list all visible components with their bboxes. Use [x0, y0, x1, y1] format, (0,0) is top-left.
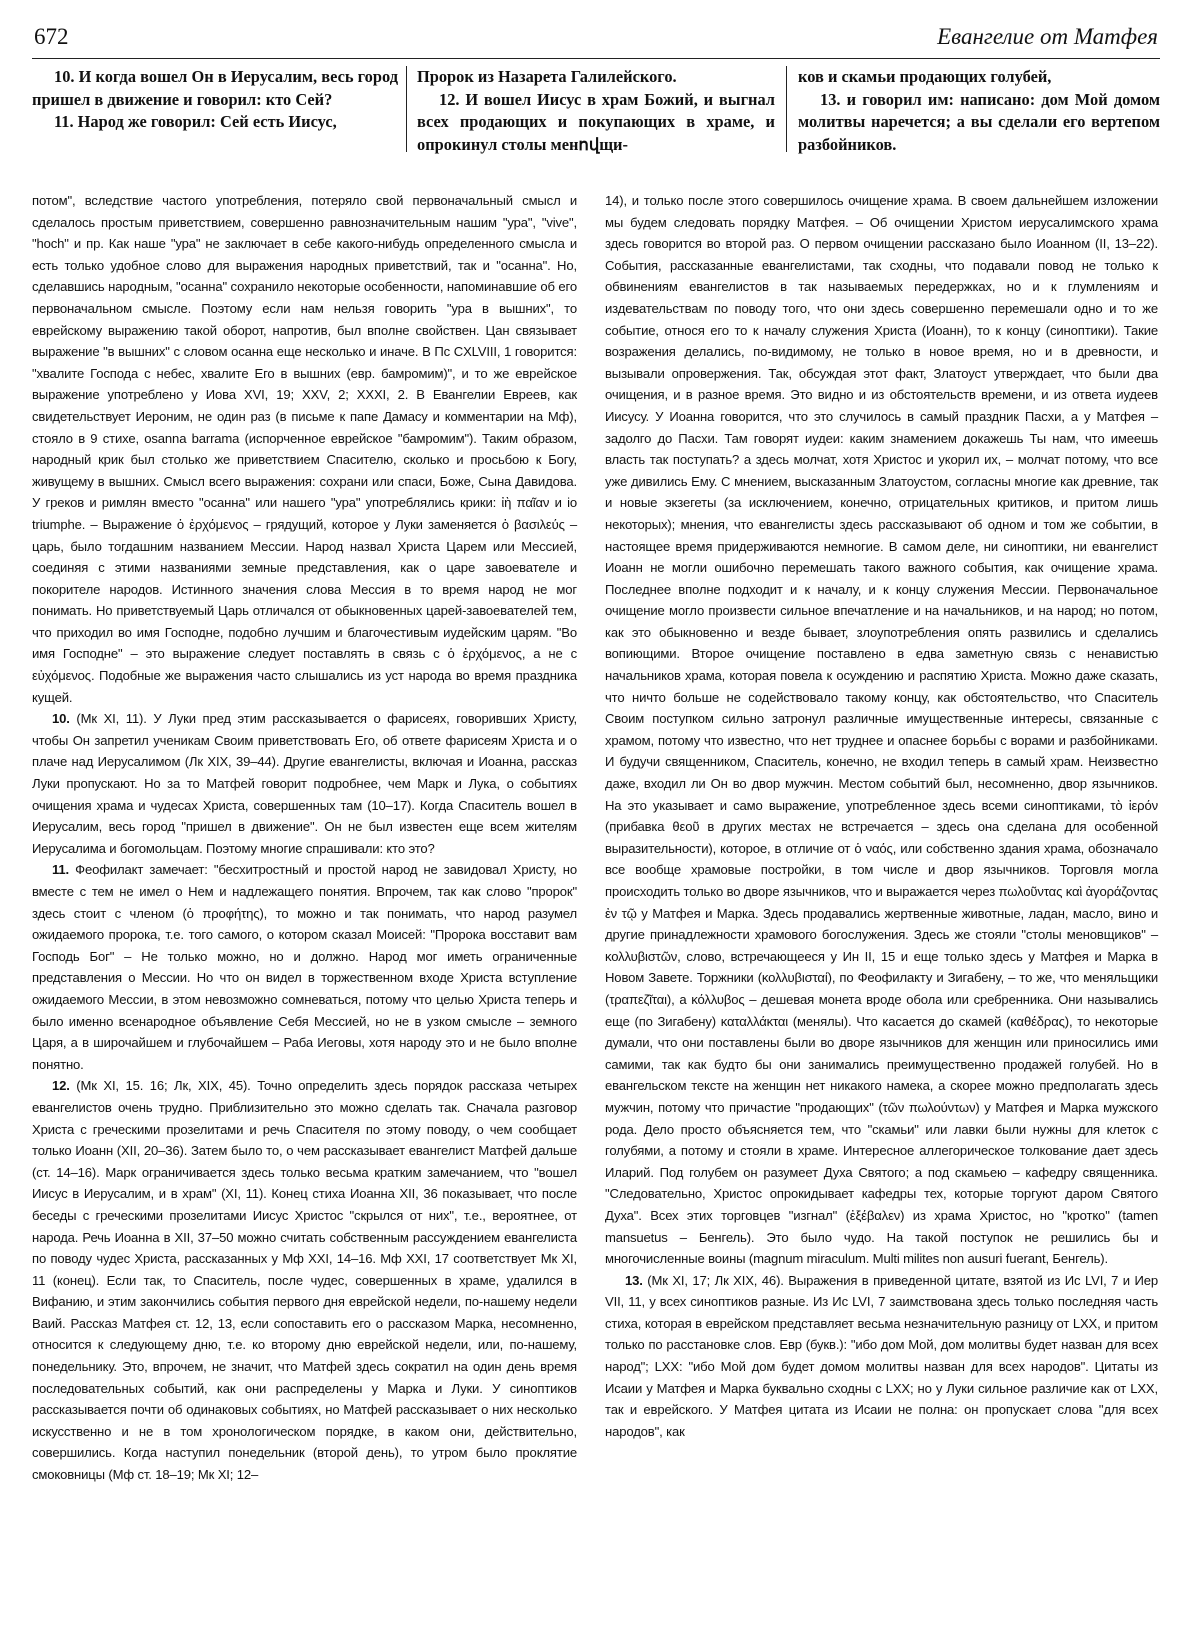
commentary-paragraph-verse-12 [32, 1075, 577, 1485]
running-head [32, 18, 1160, 59]
verse-13: 13. и говорил им: написано: дом Мой домом молитвы наречется; а вы сделали его вертепом разбойников. [798, 89, 1160, 154]
verse-number: 10. [52, 711, 70, 727]
scripture-text-block [32, 66, 1160, 162]
page-number: 672 [34, 24, 69, 49]
scripture-column-2 [417, 66, 775, 158]
verse-12: 12. И вошел Иисус в храм Божий, и выгнал всех продающих и покупающих в храме, и опрокинул столы менովщи- [417, 89, 775, 154]
commentary-paragraph: 14), и только после этого совершилось очищение храма. В своем дальнейшем изложении мы будем следовать порядку Матфея. – Об очищении Христом иерусалимского храма здесь говорится во второй раз. О первом очищении рассказано было Иоанном (II, 13–22). События, рассказанные евангелистами, так сходны, что подавали повод не только к обвинениям евангелистов в так называемых передержках, но и к глумлениям и издевательствам по поводу того, что они здесь совершенно перемешали одно и то же событие, относя его то к началу служения Христа (Иоанн), то к концу (синоптики). Такие возражения делались, по-видимому, не только в новое время, но и в древности, и вызывали опровержения. Так, обсуждая этот факт, Златоуст утверждает, что были два очищения, и в разное время. Это видно и из обстоятельств времени, и из ответа иудеев Иисусу. У Иоанна говорится, что это случилось в самый праздник Пасхи, а у Матфея – задолго до Пасхи. Там говорят иудеи: каким знамением докажешь Ты нам, что имеешь власть так поступать? а здесь молчат, хотя Христос и укорил их, – молчат потому, что все уже дивились Ему. С мнением, высказанным Златоустом, согласны многие как древние, так и новые экзегеты (за исключением, конечно, отрицательных критиков, и притом лишь некоторых); мнения, что евангелисты здесь рассказывают об одном и том же событии, в настоящее время придерживаются немногие. В самом деле, ни синоптики, ни евангелист Иоанн не могли ошибочно перемешать такого важного события, как очищение храма. Последнее вполне подходит и к началу, и к концу служения Мессии. Первоначальное очищение могло произвести сильное впечатление и на начальников, и на народ; но потом, как это обыкновенно и везде бывает, злоупотребления опять развились и сделались вопиющими. Второе очищение поставлено в едва заметную связь с ненавистью начальников храма, которая повела к осуждению и распятию Христа. Можно даже сказать, что ничто больше не содействовало такому концу, как обстоятельство, что Спаситель Своим поступком сильно затронул различные имущественные интересы, связанные с храмом, потому что известно, что нет труднее и опаснее борьбы с ворами и разбойниками. И будучи священником, Спаситель, конечно, не входил теперь в самый храм. Неизвестно даже, входил ли Он во двор мужчин. Местом событий был, несомненно, двор язычников. На это указывает и само выражение, употребленное здесь всеми синоптиками, τὸ ἱερόν (прибавка θεοῦ в других местах не встречается – здесь она сделана для особенной выразительности), которое, в отличие от ὁ ναός, или собственно здания храма, обозначало все вообще храмовые постройки, в том числе и двор язычников. Торговля могла происходить только во дворе язычников, что и выражается через πωλοῦντας καὶ ἀγοράζοντας ἐν τῷ у Матфея и Марка. Здесь продавались жертвенные животные, ладан, масло, вино и другие принадлежности храмового богослужения. Здесь же стояли "столы меновщиков" – κολλυβιστῶν, слово, встречающееся у Ин II, 15 и еще только здесь у Матфея и Марка в Новом Завете. Торжники (κολλυβισταί), по Феофилакту и Зигабену, – то же, что меняльщики (τραπεζῖται), а κόλλυβος – дешевая монета вроде обола или сребренника. Они назывались еще (по Зигабену) καταλλάκται (менялы). Что касается до скамей (καθέδρας), то некоторые думали, что они поставлены были во дворе язычников для женщин или приносились ими самими, так как будто бы они занимались преимущественно продажей голубей. Но в евангельском тексте на женщин нет никакого намека, а скорее можно предполагать здесь мужчин, потому что причастие "продающих" (τῶν πωλούντων) у Матфея и Марка мужского рода. Дело просто объясняется тем, что "скамьи" или лавки были нужны для клеток с голубями, а потому и стояли в храме. Интересное аллегорическое толкование дает здесь Иларий. Под голубем он разумеет Духа Святого; а под скамьею – кафедру священника. "Следовательно, Христос опрокидывает кафедры тех, которые торгуют даром Святого Духа". Всех этих торговцев "изгнал" (ἐξέβαλεν) из храма Христос, но "кротко" (tamen mansuetus – Бенгель). Это было чудо. На такой поступок не решились бы и многочисленные воины (magnum miraculum. Multi milites non ausuri fuerant, Бенгель). [605, 193, 1158, 1267]
scripture-column-1 [32, 66, 398, 158]
commentary-text: Феофилакт замечает: "бесхитростный и простой народ не завидовал Христу, но вместе с тем не имел о Нем и надлежащего понятия. Впрочем, так как слово "пророк" здесь стоит с членом (ὁ προφήτης), то можно и так понимать, что народ разумел ожидаемого пророка, т.е. того самого, о котором сказал Моисей: "Пророка восставит вам Господь Бог" – Не только можно, но и должно. Народ мог иметь ограниченные представления о Мессии. Но что он видел в торжественном входе Христа вступление ожидаемого Мессии, в этом невозможно сомневаться, потому что целью Христа теперь и было именно всенародное объявление Себя Мессией, но не в узком смысле – земного Царя, а в широчайшем и глубочайшем – Раба Иеговы, хотя народу это и не было вполне понятно. [32, 862, 577, 1072]
verse-12-continued: ков и скамьи продающих голубей, [798, 67, 1052, 86]
commentary-left-column [32, 190, 577, 1486]
commentary-text: (Мк XI, 17; Лк XIX, 46). Выражения в приведенной цитате, взятой из Ис LVI, 7 и Иер VII, 11, у всех синоптиков разные. Из Ис LVI, 7 заимствована здесь только последняя часть стиха, которая в еврейском представляет весьма незначительную разницу от LXX, и притом только по расстановке слов. Евр (букв.): "ибо дом Мой, дом молитвы будет назван для всех народ"; LXX: "ибо Мой дом будет домом молитвы назван для всех народов". Цитаты из Исаии у Матфея и Марка буквально сходны с LXX; но у Луки сильное различие как от LXX, так и еврейского. У Матфея цитата из Исаии не полна: он пропускает слова "для всех народов", как [605, 1272, 1158, 1439]
commentary-paragraph-verse-13 [605, 1270, 1158, 1443]
commentary-right-column [605, 190, 1158, 1442]
commentary-text: (Мк XI, 11). У Луки пред этим рассказывается о фарисеях, говоривших Христу, чтобы Он запретил ученикам Своим приветствовать Его, об ответе фарисеям Христа и о плаче над Иерусалимом (Лк XIX, 39–44). Другие евангелисты, включая и Иоанна, рассказ Луки пропускают. Но за то Матфей говорит подробнее, чем Марк и Лука, о событиях очищения храма и чудесах Христа, совершенных там (10–17). Когда Спаситель вошел в Иерусалим, весь город "пришел в движение". Он не был известен еще всем жителям Иерусалима и богомольцам. Поэтому многие спрашивали: кто это? [32, 711, 577, 856]
commentary-text: (Мк XI, 15. 16; Лк, XIX, 45). Точно определить здесь порядок рассказа четырех евангелистов очень трудно. Приблизительно это можно сделать так. Сначала разговор Христа с греческими прозелитами и речь Спасителя по этому поводу, о чем сообщает только Иоанн (XII, 20–36). Затем было то, о чем рассказывает евангелист Матфей дальше (ст. 14–16). Марк ограничивается здесь только весьма кратким замечанием, что "вошел Иисус в Иерусалим, и в храм" (XI, 11). Конец стиха Иоанна XII, 36 показывает, что после беседы с греческими прозелитами Иисус Христос "скрылся от них", т.е., вероятнее, от народа. Речь Иоанна в XII, 37–50 можно считать собственным рассуждением евангелиста по поводу чудес Христа, рассказанных у Мф XXI, 14–16. Мф XXI, 17 соответствует Мк XI, 11 (конец). Если так, то Спаситель, после чудес, совершенных в храме, удалился в Вифанию, и этим закончились события первого дня еврейской недели, по-нашему недели Ваий. Рассказ Матфея ст. 12, 13, если сопоставить его о рассказом Марка, несомненно, относится к следующему дню, т.е. ко второму дню еврейской недели, или, по-нашему, понедельнику. Это, впрочем, не значит, что Матфей здесь сократил на один день время последовательных событий, как они распределены у Марка и Луки. У синоптиков рассказывается почти об одинаковых событиях, но Матфей рассказывает о них несколько искусственно и не в том хронологическом порядке, в каком они, действительно, совершились. Когда наступил понедельник (второй день), то утром было проклятие смоковницы (Мф ст. 18–19; Мк XI; 12– [32, 1078, 577, 1483]
verse-number: 11. [52, 862, 70, 878]
column-divider [406, 66, 407, 152]
commentary-paragraph-verse-11 [32, 859, 577, 1075]
column-divider [786, 66, 787, 152]
running-title: Евангелие от Матфея [937, 24, 1158, 49]
verse-number: 12. [52, 1078, 70, 1094]
verse-11: 11. Народ же говорил: Сей есть Иисус, [54, 112, 337, 132]
commentary-paragraph: потом", вследствие частого употребления, потеряло свой первоначальный смысл и сделалось простым приветствием, совершенно равнозначительным нашим "ура", "vive", "hoch" и пр. Как наше "ура" не заключает в себе какого-нибудь определенного смысла и есть только удобное слово для выражения народных приветствий, так и "осанна". Но, сделавшись народным, "осанна" сохранило некоторые особенности, напоминавшие об его первоначальном смысле. Поэтому если нам нельзя говорить "ура в вышних", то еврейскому выражению такой оборот, напротив, был вполне свойствен. Цан связывает выражение "в вышних" с словом осанна еще несколько и иначе. В Пс CXLVIII, 1 говорится: "хвалите Господа с небес, хвалите Его в вышних (евр. бамромим)", и то же еврейское выражение употреблено у Иова XVI, 19; XXV, 2; XXXI, 2. В Евангелии Евреев, как свидетельствует Иероним, не один раз (в письме к папе Дамасу и комментарии на Мф), стояло в 9 стихе, osanna barrama (испорченное еврейское "бамромим"). Таким образом, народный крик был столько же приветствием Спасителю, сколько и просьбою к Богу, живущему в вышних. Смысл всего выражения: сохрани или спаси, Боже, Сына Давидова. У греков и римлян вместо "осанна" или нашего "ура" употреблялись крики: ἰὴ παῖαν и io triumphe. – Выражение ὁ ἐρχόμενος – грядущий, которое у Луки заменяется ὁ βασιλεύς – царь, было тогдашним названием Мессии. Народ назвал Христа Царем или Мессией, соединяя с этими названиями земные представления, как о царе завоевателе и покорителе народов. Истинного значения слова Мессия в то время народ не мог понимать. Но приветствуемый Царь отличался от обыкновенных царей-завоевателей тем, что приходил во имя Господне, подобно лучшим и благочестивым иудейским царям. "Во имя Господне" – это выражение следует поставлять в связь с ὁ ἐρχόμενος, а не с εὐχόμενος. Подобные же выражения часто слышались из уст народа во время праздника кущей. [32, 193, 577, 705]
scripture-column-3 [798, 66, 1160, 158]
verse-11-continued: Пророк из Назарета Галилейского. [417, 67, 677, 86]
commentary-paragraph-verse-10 [32, 708, 577, 859]
verse-10: 10. И когда вошел Он в Иерусалим, весь город пришел в движение и говорил: кто Сей? [32, 67, 398, 109]
verse-number: 13. [625, 1272, 643, 1288]
